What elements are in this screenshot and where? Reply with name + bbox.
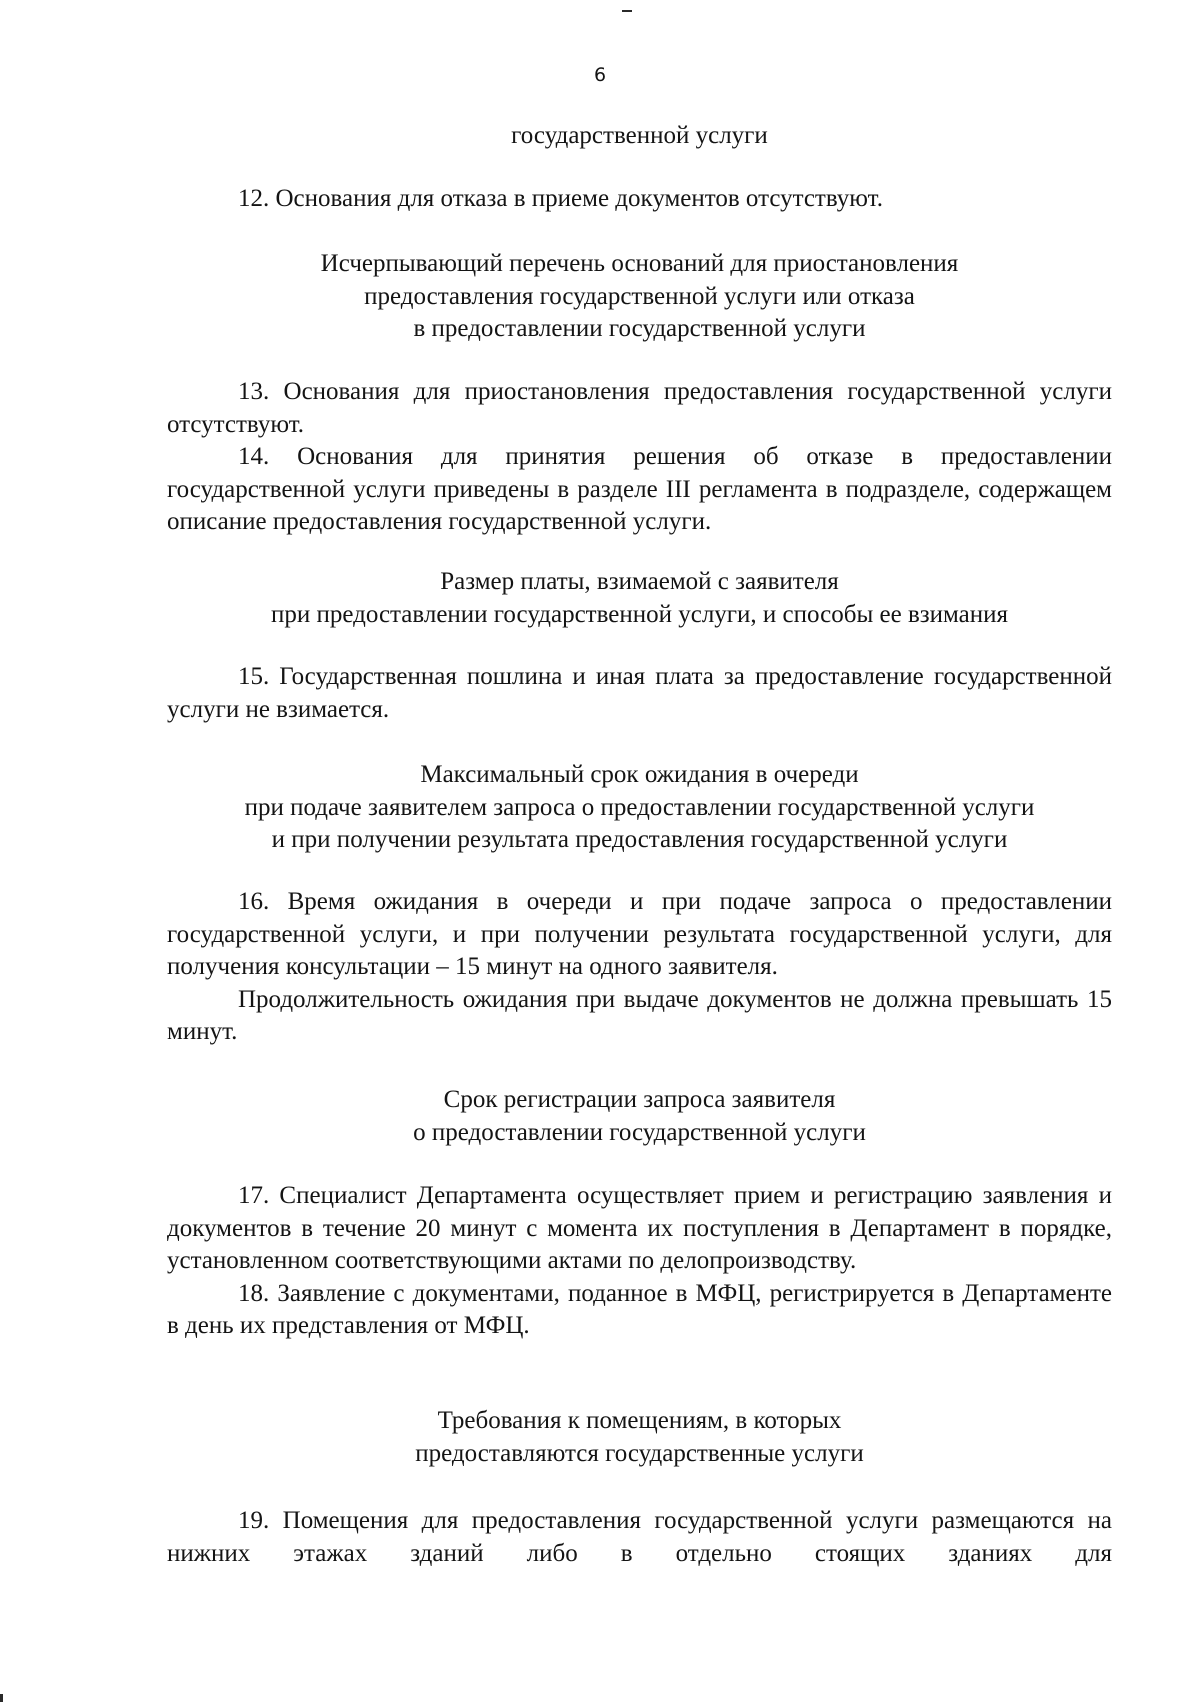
paragraph-15: 15. Государственная пошлина и иная плата за предоставление государственной услуги не взимается. [167, 663, 1112, 723]
scan-speck-left-edge [0, 1694, 3, 1702]
paragraph-19: 19. Помещения для предоставления государственной услуги размещаются на нижних этажах зданий либо в отдельно стоящих зданиях для [167, 1507, 1112, 1567]
heading-line: в предоставлении государственной услуги [413, 315, 866, 342]
heading-line: предоставления государственной услуги или отказа [364, 282, 915, 310]
page-number: 6 [593, 64, 607, 86]
paragraph-17: 17. Специалист Департамента осуществляет прием и регистрацию заявления и документов в течение 20 минут с момента их поступления в Департамент в порядке, установленном соответствующими актами по делопроизводству. [167, 1182, 1112, 1274]
paragraphs-13-14 [167, 376, 1112, 539]
paragraph-12-block [167, 183, 1112, 216]
paragraph-19-block [167, 1505, 1112, 1570]
paragraph-16: 16. Время ожидания в очереди и при подаче запроса о предоставлении государственной услуги, и при получении результата государственной услуги, для получения консультации – 15 минут на одного заявителя. [167, 888, 1112, 980]
paragraphs-17-18 [167, 1180, 1112, 1343]
heading-line: Размер платы, взимаемой с заявителя [440, 568, 839, 595]
heading-line: Требования к помещениям, в которых [437, 1407, 842, 1434]
scan-speck-top [622, 10, 632, 12]
paragraph-16-block [167, 886, 1112, 1049]
paragraph-12: 12. Основания для отказа в приеме документов отсутствуют. [238, 185, 883, 212]
paragraph-13: 13. Основания для приостановления предоставления государственной услуги отсутствуют. [167, 378, 1112, 438]
heading-line: о предоставлении государственной услуги [413, 1118, 866, 1146]
paragraph-14: 14. Основания для принятия решения об отказе в предоставлении государственной услуги приведены в разделе III регламента в подразделе, содержащем описание предоставления государственной услуги. [167, 443, 1112, 535]
heading-line: и при получении результата предоставления государственной услуги [271, 826, 1008, 853]
heading-fee [167, 566, 1112, 631]
paragraph-18: 18. Заявление с документами, поданное в МФЦ, регистрируется в Департаменте в день их представления от МФЦ. [167, 1279, 1112, 1339]
heading-premises [167, 1405, 1112, 1470]
heading-queue-time [167, 759, 1112, 857]
heading-line: Срок регистрации запроса заявителя [443, 1086, 836, 1113]
heading-continuation [167, 120, 1112, 153]
paragraph-16-continued: Продолжительность ожидания при выдаче документов не должна превышать 15 минут. [167, 985, 1112, 1045]
heading-line: Максимальный срок ожидания в очереди [420, 761, 859, 788]
heading-registration-term [167, 1084, 1112, 1149]
heading-line: предоставляются государственные услуги [415, 1439, 864, 1467]
heading-line: при предоставлении государственной услуги, и способы ее взимания [270, 600, 1009, 628]
heading-suspension-grounds [167, 248, 1112, 346]
paragraph-15-block [167, 661, 1112, 726]
heading-line: государственной услуги [511, 122, 768, 149]
heading-line: Исчерпывающий перечень оснований для приостановления [320, 250, 959, 277]
heading-line: при подаче заявителем запроса о предоставлении государственной услуги [244, 793, 1035, 821]
